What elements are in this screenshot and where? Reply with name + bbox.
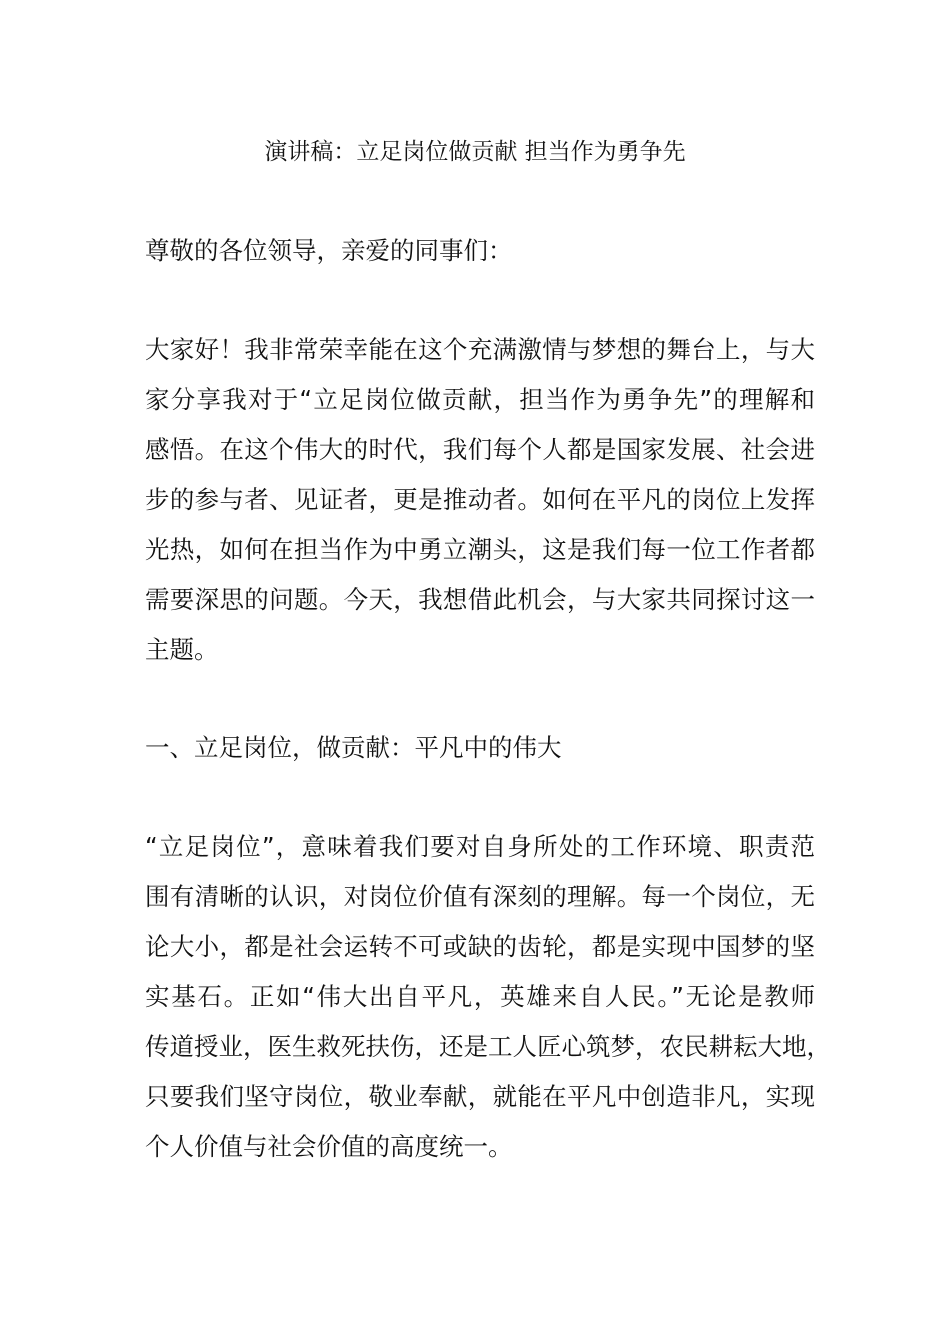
paragraph-section-one [145,822,831,1172]
paragraph-line: 家分享我对于“立足岗位做贡献，担当作为勇争先”的理解和 [145,385,815,414]
paragraph-intro [145,325,815,675]
section-heading-text: 一、立足岗位，做贡献：平凡中的伟大 [145,733,562,762]
paragraph-line: 论大小，都是社会运转不可或缺的齿轮，都是实现中国梦的坚 [145,932,815,961]
paragraph-line: 围有清晰的认识，对岗位价值有深刻的理解。每一个岗位，无 [145,882,815,911]
paragraph-line: “立足岗位”，意味着我们要对自身所处的工作环境、职责范 [145,832,815,861]
document-title: 演讲稿：立足岗位做贡献 担当作为勇争先 [264,139,686,165]
greeting-line: 尊敬的各位领导，亲爱的同事们： [145,236,513,265]
paragraph-line: 大家好！我非常荣幸能在这个充满激情与梦想的舞台上，与大 [145,335,815,364]
paragraph-line: 实基石。正如“伟大出自平凡，英雄来自人民。”无论是教师 [145,982,815,1011]
section-heading [145,723,815,773]
paragraph-line: 传道授业，医生救死扶伤，还是工人匠心筑梦，农民耕耘大地， [145,1032,831,1061]
paragraph-line: 需要深思的问题。今天，我想借此机会，与大家共同探讨这一 [145,585,815,614]
greeting-text [145,226,815,276]
paragraph-line: 感悟。在这个伟大的时代，我们每个人都是国家发展、社会进 [145,435,815,464]
paragraph-line: 步的参与者、见证者，更是推动者。如何在平凡的岗位上发挥 [145,485,815,514]
paragraph-line: 主题。 [145,635,219,664]
paragraph-line: 只要我们坚守岗位，敬业奉献，就能在平凡中创造非凡，实现 [145,1082,815,1111]
paragraph-line: 个人价值与社会价值的高度统一。 [145,1132,513,1161]
paragraph-line: 光热，如何在担当作为中勇立潮头，这是我们每一位工作者都 [145,535,815,564]
